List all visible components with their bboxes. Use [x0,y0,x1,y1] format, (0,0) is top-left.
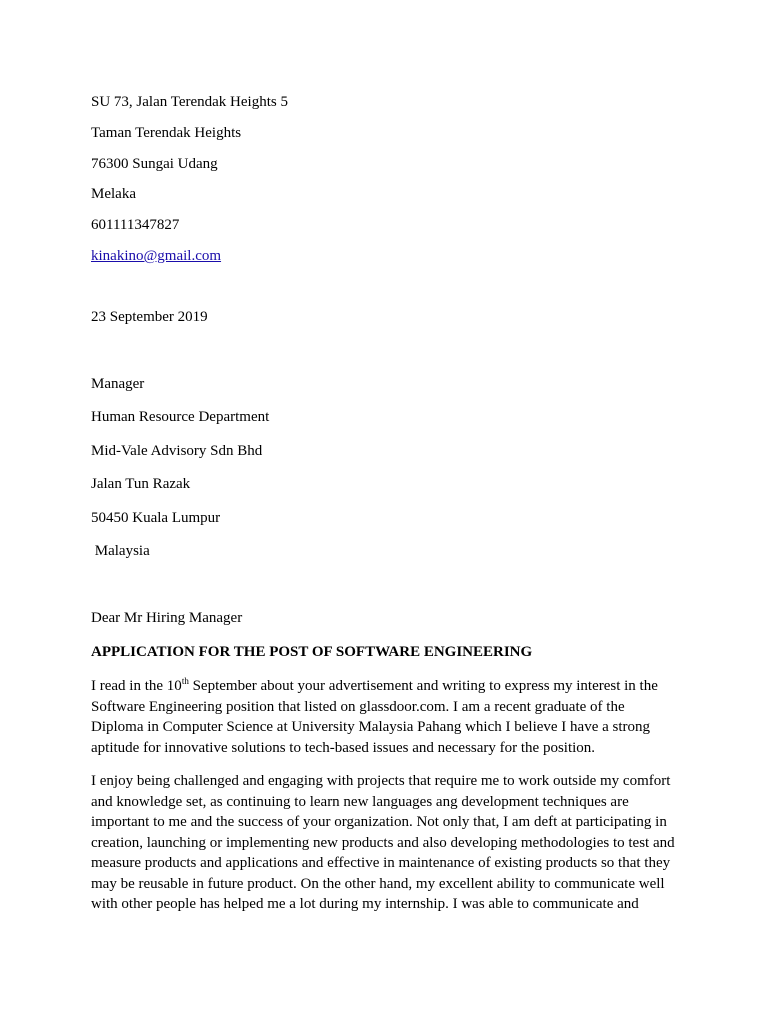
paragraph-2-line: and knowledge set, as continuing to learn new languages ang development techniques are [91,793,629,810]
body-paragraph-1 [91,676,691,758]
paragraph-2-line: important to me and the success of your organization. Not only that, I am deft at participating in [91,814,667,830]
recipient-city: 50450 Kuala Lumpur [91,510,221,526]
paragraph-2-line: I enjoy being challenged and engaging with projects that require me to work outside my comfort [91,773,671,789]
sender-address-line-2: Taman Terendak Heights [91,125,242,141]
paragraph-2-line: with other people has helped me a lot during my internship. I was able to communicate and [91,896,639,912]
sender-address-line-3: 76300 Sungai Udang [91,156,218,172]
paragraph-2-line: may be reusable in future product. On the other hand, my excellent ability to communicate well [91,875,665,892]
sender-address-line-1: SU 73, Jalan Terendak Heights 5 [91,94,288,110]
body-paragraph-2 [91,771,691,915]
subject-heading: APPLICATION FOR THE POST OF SOFTWARE ENGINEERING [91,644,533,660]
recipient-company: Mid-Vale Advisory Sdn Bhd [91,443,263,459]
paragraph-1-line: Software Engineering position that listed on glassdoor.com. I am a recent graduate of the [91,698,625,715]
recipient-country: Malaysia [91,543,150,559]
letter-date: 23 September 2019 [91,309,208,325]
paragraph-1-line: Diploma in Computer Science at University Malaysia Pahang which I believe I have a strong [91,719,651,735]
recipient-title: Manager [91,376,145,392]
paragraph-2-line: creation, launching or implementing new products and also developing methodologies to test and [91,834,675,851]
paragraph-1-line-1-pre: I read in the 10 [91,678,182,694]
recipient-street: Jalan Tun Razak [91,476,191,492]
sender-state: Melaka [91,186,136,202]
recipient-department: Human Resource Department [91,409,270,425]
ordinal-suffix: th [181,676,189,686]
sender-phone: 601111347827 [91,217,180,233]
paragraph-1-line-1-post: September about your advertisement and writing to express my interest in the [188,678,658,694]
sender-email-link[interactable]: kinakino@gmail.com [91,248,222,264]
salutation: Dear Mr Hiring Manager [91,610,243,626]
paragraph-1-line: aptitude for innovative solutions to tech-based issues and necessary for the position. [91,739,596,756]
paragraph-2-line: measure products and applications and effective in maintenance of existing products so that they [91,855,671,871]
paragraph-1-line [91,676,691,697]
